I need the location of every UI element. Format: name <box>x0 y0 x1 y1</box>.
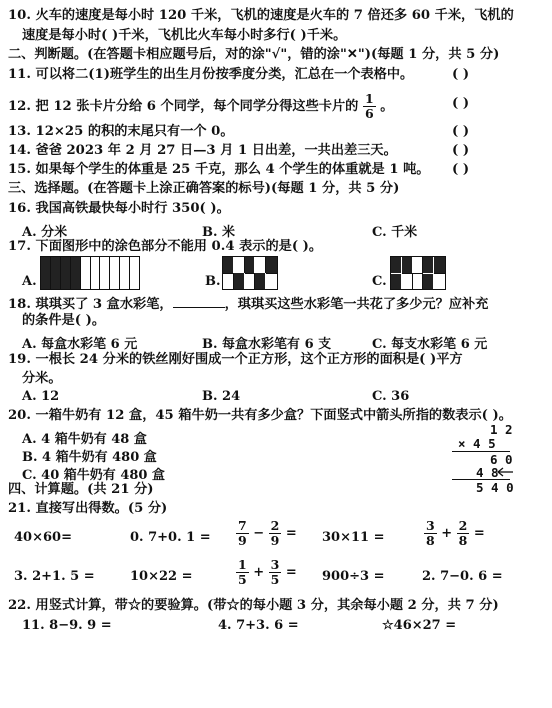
q16-option-c[interactable]: C. 千米 <box>372 225 418 240</box>
vertical-row2: × 4 5 <box>458 436 496 451</box>
q22-item-2: 4. 7+3. 6 = <box>218 618 299 633</box>
calc-r1-c: $\frac{7}{9}$ − $\frac{2}{9}$ = <box>238 518 297 548</box>
q17-option-c[interactable]: C. <box>372 274 387 289</box>
q14-text: 14. 爸爸 2023 年 2 月 27 日—3 月 1 日出差，一共出差三天。 <box>8 143 397 158</box>
q12-fraction: $\frac{1}{6}$ <box>364 91 374 121</box>
vertical-row5: 5 4 0 <box>476 480 514 495</box>
arrow-left-icon <box>495 466 515 478</box>
calc-r1-d: 30×11 = <box>322 530 385 545</box>
q18-option-a[interactable]: A. 每盒水彩笔 6 元 <box>22 337 138 352</box>
q13-text: 13. 12×25 的积的末尾只有一个 0。 <box>8 124 234 139</box>
q19-line1: 19. 一根长 24 分米的铁丝刚好围成一个正方形，这个正方形的面积是( )平方 <box>8 352 463 367</box>
q18-option-c[interactable]: C. 每支水彩笔 6 元 <box>372 337 488 352</box>
q17-option-a[interactable]: A. <box>22 274 37 289</box>
vertical-row1: 1 2 <box>490 422 513 437</box>
q20-option-a[interactable]: A. 4 箱牛奶有 48 盒 <box>22 432 147 447</box>
q14-answer-paren[interactable]: ( ) <box>452 143 470 158</box>
q12-post: 。 <box>380 99 394 114</box>
q15-text: 15. 如果每个学生的体重是 25 千克，那么 4 个学生的体重就是 1 吨。 <box>8 162 430 177</box>
q11-answer-paren[interactable]: ( ) <box>452 67 470 82</box>
q12-answer-paren[interactable]: ( ) <box>452 96 470 111</box>
calc-r1-a: 40×60= <box>14 530 72 545</box>
calc-r2-a: 3. 2+1. 5 = <box>14 569 95 584</box>
q19-option-c[interactable]: C. 36 <box>372 389 410 404</box>
q16-option-b[interactable]: B. 米 <box>202 225 236 240</box>
q22-item-3: ☆46×27 = <box>382 618 457 633</box>
q21-text: 21. 直接写出得数。(5 分) <box>8 501 168 516</box>
q22-text: 22. 用竖式计算，带☆的要验算。(带☆的每小题 3 分，其余每小题 2 分，共 7 分) <box>8 598 499 613</box>
q12-text <box>8 92 393 121</box>
q19-option-b[interactable]: B. 24 <box>202 389 241 404</box>
q22-item-1: 11. 8−9. 9 = <box>22 618 112 633</box>
q18-option-b[interactable]: B. 每盒水彩笔有 6 支 <box>202 337 332 352</box>
q15-answer-paren[interactable]: ( ) <box>452 162 470 177</box>
calc-r2-c: $\frac{1}{5}$ + $\frac{3}{5}$ = <box>238 557 297 587</box>
q19-line2: 分米。 <box>22 371 62 386</box>
calc-r1-e: $\frac{3}{8}$ + $\frac{2}{8}$ = <box>426 518 485 548</box>
q20-option-b[interactable]: B. 4 箱牛奶有 480 盒 <box>22 450 157 465</box>
q17-option-b[interactable]: B. <box>205 274 221 289</box>
q10-line2: 速度是每小时( )千米，飞机比火车每小时多行( )千米。 <box>22 28 347 43</box>
section4-heading: 四、计算题。(共 21 分) <box>8 482 154 497</box>
q16-option-a[interactable]: A. 分米 <box>22 225 68 240</box>
vertical-row4: 4 8 <box>476 465 499 480</box>
q12-pre: 12. 把 12 张卡片分给 6 个同学，每个同学分得这些卡片的 <box>8 99 359 114</box>
q16-text: 16. 我国高铁最快每小时行 350( )。 <box>8 201 230 216</box>
q13-answer-paren[interactable]: ( ) <box>452 124 470 139</box>
calc-r2-d: 900÷3 = <box>322 569 385 584</box>
q18-line1: 18. 琪琪买了 3 盒水彩笔， ，琪琪买这些水彩笔一共花了多少元？应补充 <box>8 297 489 312</box>
q17-figure-c <box>390 256 446 290</box>
q17-figure-a <box>40 256 140 290</box>
section3-heading: 三、选择题。(在答题卡上涂正确答案的标号)(每题 1 分，共 5 分) <box>8 181 400 196</box>
q10-line1: 10. 火车的速度是每小时 120 千米，飞机的速度是火车的 7 倍还多 60 千米，飞机的 <box>8 8 514 23</box>
q17-text: 17. 下面图形中的涂色部分不能用 0.4 表示的是( )。 <box>8 239 323 254</box>
q20-text: 20. 一箱牛奶有 12 盒，45 箱牛奶一共有多少盒？下面竖式中箭头所指的数表示( )。 <box>8 408 512 423</box>
q19-option-a[interactable]: A. 12 <box>22 389 60 404</box>
calc-r1-b: 0. 7+0. 1 = <box>130 530 211 545</box>
calc-r2-e: 2. 7−0. 6 = <box>422 569 503 584</box>
q18-blank[interactable] <box>173 295 225 308</box>
q20-option-c[interactable]: C. 40 箱牛奶有 480 盒 <box>22 468 165 483</box>
section2-heading: 二、判断题。(在答题卡相应题号后，对的涂"√"，错的涂"✕")(每题 1 分，共 5 分) <box>8 47 500 62</box>
vertical-row3: 6 0 <box>490 452 513 467</box>
calc-r2-b: 10×22 = <box>130 569 193 584</box>
q17-figure-b <box>222 256 278 290</box>
q11-text: 11. 可以将二(1)班学生的出生月份按季度分类，汇总在一个表格中。 <box>8 67 414 82</box>
q18-line2: 的条件是( )。 <box>22 313 106 328</box>
